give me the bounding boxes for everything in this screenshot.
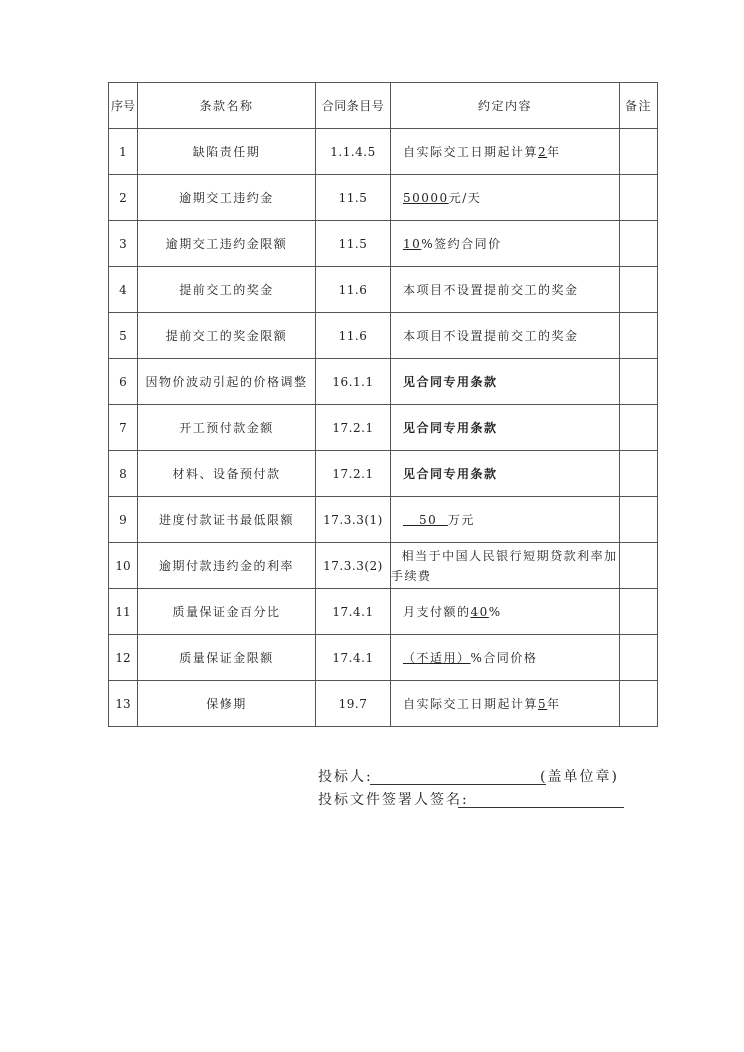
remarks — [620, 129, 658, 175]
row-number: 9 — [109, 497, 138, 543]
agreed-content — [391, 635, 620, 681]
filled-value: 50 — [403, 513, 448, 527]
agreed-content — [391, 313, 620, 359]
content-text: 自实际交工日期起计算 — [403, 145, 539, 159]
agreed-content — [391, 129, 620, 175]
agreed-content — [391, 451, 620, 497]
clause-number: 19.7 — [316, 681, 391, 727]
clause-number: 17.2.1 — [316, 405, 391, 451]
signer-signature-line[interactable] — [458, 807, 624, 808]
clause-name: 因物价波动引起的价格调整 — [138, 359, 316, 405]
clause-number: 17.2.1 — [316, 451, 391, 497]
content-text: 见合同专用条款 — [403, 421, 498, 435]
content-text: 本项目不设置提前交工的奖金 — [403, 283, 579, 297]
row-number: 7 — [109, 405, 138, 451]
content-text: %签约合同价 — [421, 237, 502, 251]
header-no: 序号 — [109, 83, 138, 129]
filled-value: 50000 — [403, 191, 449, 205]
content-text: 年 — [547, 697, 561, 711]
remarks — [620, 267, 658, 313]
table-row — [109, 405, 658, 451]
agreed-content — [391, 681, 620, 727]
bidder-label: 投标人: — [318, 769, 373, 785]
header-clause: 合同条目号 — [316, 83, 391, 129]
row-number: 6 — [109, 359, 138, 405]
header-name: 条款名称 — [138, 83, 316, 129]
row-number: 10 — [109, 543, 138, 589]
agreed-content — [391, 543, 620, 589]
filled-value: 5 — [538, 697, 548, 711]
remarks — [620, 221, 658, 267]
content-text: 见合同专用条款 — [403, 375, 498, 389]
row-number: 5 — [109, 313, 138, 359]
table-row — [109, 175, 658, 221]
clause-number: 17.4.1 — [316, 589, 391, 635]
clause-name: 质量保证金百分比 — [138, 589, 316, 635]
clause-number: 11.5 — [316, 175, 391, 221]
table-row — [109, 543, 658, 589]
clause-name: 材料、设备预付款 — [138, 451, 316, 497]
row-number: 2 — [109, 175, 138, 221]
agreed-content — [391, 221, 620, 267]
clause-name: 缺陷责任期 — [138, 129, 316, 175]
remarks — [620, 405, 658, 451]
row-number: 8 — [109, 451, 138, 497]
content-text: %合同价格 — [470, 651, 538, 665]
clause-name: 提前交工的奖金 — [138, 267, 316, 313]
clause-number: 17.3.3(2) — [316, 543, 391, 589]
content-text: 相当于中国人民银行短期贷款利率加手续费 — [391, 548, 618, 583]
clause-name: 提前交工的奖金限额 — [138, 313, 316, 359]
table-row — [109, 267, 658, 313]
clause-number: 16.1.1 — [316, 359, 391, 405]
table-header-row — [109, 83, 658, 129]
row-number: 4 — [109, 267, 138, 313]
clause-number: 11.6 — [316, 267, 391, 313]
agreed-content — [391, 267, 620, 313]
content-text: 万元 — [447, 513, 475, 527]
clause-name: 开工预付款金额 — [138, 405, 316, 451]
row-number: 13 — [109, 681, 138, 727]
content-text: 月支付额的 — [403, 605, 471, 619]
table-row — [109, 359, 658, 405]
remarks — [620, 635, 658, 681]
row-number: 12 — [109, 635, 138, 681]
clause-number: 17.3.3(1) — [316, 497, 391, 543]
remarks — [620, 543, 658, 589]
remarks — [620, 497, 658, 543]
clause-number: 11.5 — [316, 221, 391, 267]
clause-name: 进度付款证书最低限额 — [138, 497, 316, 543]
filled-value: 10 — [403, 237, 422, 251]
remarks — [620, 175, 658, 221]
agreed-content — [391, 589, 620, 635]
row-number: 3 — [109, 221, 138, 267]
table-row — [109, 681, 658, 727]
agreed-content — [391, 405, 620, 451]
contract-terms-table — [108, 82, 658, 727]
remarks — [620, 359, 658, 405]
content-text: 见合同专用条款 — [403, 467, 498, 481]
clause-name: 逾期付款违约金的利率 — [138, 543, 316, 589]
seal-note: (盖单位章) — [540, 769, 619, 785]
content-text: % — [488, 605, 502, 619]
remarks — [620, 313, 658, 359]
header-remarks: 备注 — [620, 83, 658, 129]
table-row — [109, 497, 658, 543]
table-row — [109, 451, 658, 497]
table-row — [109, 589, 658, 635]
clause-number: 11.6 — [316, 313, 391, 359]
header-content: 约定内容 — [391, 83, 620, 129]
remarks — [620, 589, 658, 635]
content-text: 自实际交工日期起计算 — [403, 697, 539, 711]
agreed-content — [391, 175, 620, 221]
clause-name: 保修期 — [138, 681, 316, 727]
filled-value: 2 — [538, 145, 548, 159]
content-text: 本项目不设置提前交工的奖金 — [403, 329, 579, 343]
row-number: 1 — [109, 129, 138, 175]
clause-name: 逾期交工违约金限额 — [138, 221, 316, 267]
table-row — [109, 313, 658, 359]
agreed-content — [391, 359, 620, 405]
content-text: 元/天 — [448, 191, 482, 205]
clause-number: 17.4.1 — [316, 635, 391, 681]
signer-label: 投标文件签署人签名: — [318, 792, 469, 808]
remarks — [620, 451, 658, 497]
table-row — [109, 221, 658, 267]
agreed-content — [391, 497, 620, 543]
filled-value: 40 — [470, 605, 489, 619]
remarks — [620, 681, 658, 727]
clause-number: 1.1.4.5 — [316, 129, 391, 175]
filled-value: （不适用） — [403, 651, 471, 665]
table-row — [109, 129, 658, 175]
clause-name: 逾期交工违约金 — [138, 175, 316, 221]
bidder-signature-line[interactable] — [370, 784, 546, 785]
clause-name: 质量保证金限额 — [138, 635, 316, 681]
table-row — [109, 635, 658, 681]
row-number: 11 — [109, 589, 138, 635]
content-text: 年 — [547, 145, 561, 159]
